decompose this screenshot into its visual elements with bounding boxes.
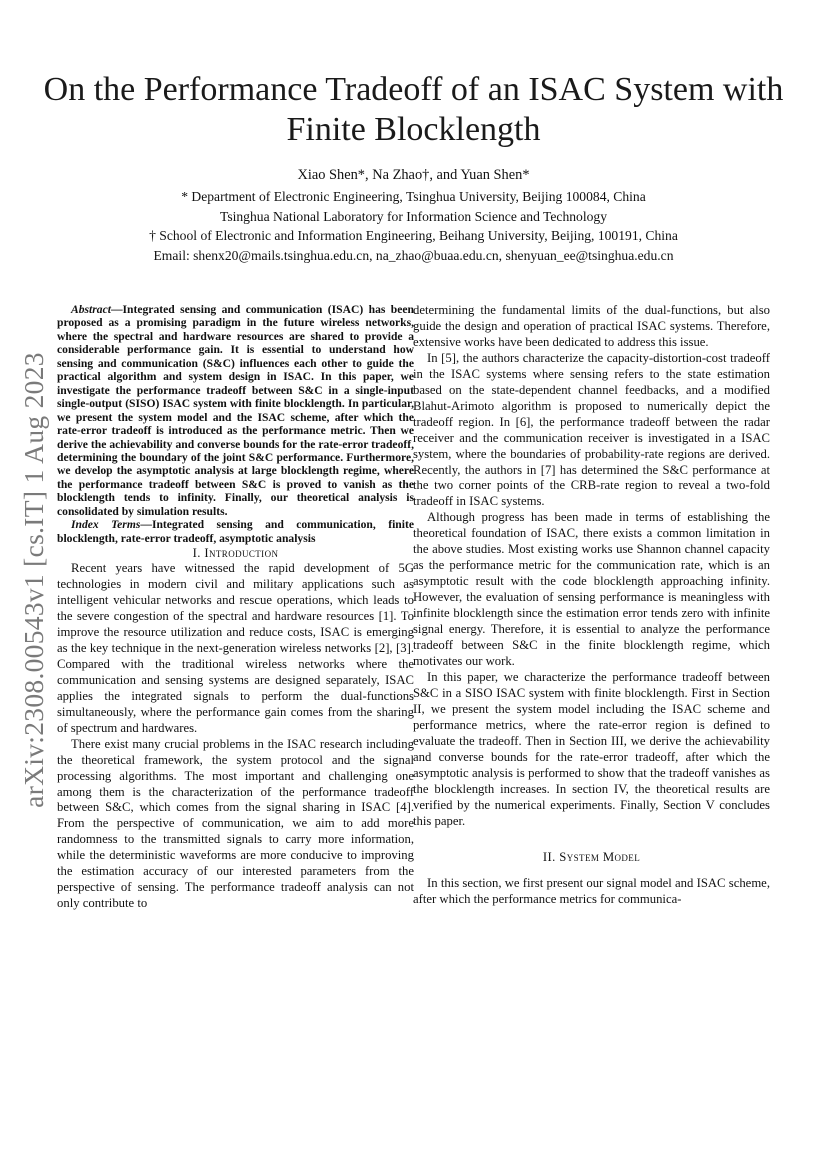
- abstract-text: —Integrated sensing and communication (ISAC) has been proposed as a promising paradigm in the future wireless networks, where the spectral and hardware resources are shared to provide a considerable performance gain. It is essential to understand how sensing and communication (S&C) influences each other to guide the practical algorithm and system design in ISAC. In this paper, we investigate the performance tradeoff between S&C in a single-input single-output (SISO) ISAC system with finite blocklength. In particular, we present the system model and the ISAC scheme, after which the rate-error tradeoff is introduced as the performance metric. Then we derive the achievability and converse bounds for the rate-error tradeoff, determining the boundary of the joint S&C performance. Furthermore, we develop the asymptotic analysis at large blocklength regime, where the performance tradeoff between S&C is proved to vanish as the blocklength tends to infinity. Finally, our theoretical analysis is consolidated by simulation results.: [57, 303, 414, 518]
- section-heading-introduction: I. Introduction: [192, 546, 279, 561]
- abstract-lead: Abstract: [71, 303, 111, 316]
- author-block: [60, 166, 767, 266]
- section-heading-system-model: II. System Model: [542, 850, 641, 865]
- intro-paragraph-4: In [5], the authors characterize the capacity-distortion-cost tradeoff in the ISAC systems where sensing refers to the state estimation based on the state-dependent channel feedbacks, and a modified Blahut-Arimoto algorithm is proposed to numerically depict the tradeoff region. In [6], the performance tradeoff between the radar receiver and the communication receiver is investigated in a ISAC system, where the boundaries of probability-rate regions are derived. Recently, the authors in [7] has determined the S&C performance at the two corner points of the CRB-rate region to reveal a two-fold tradeoff in ISAC systems.: [413, 350, 770, 509]
- affiliation-2: Tsinghua National Laboratory for Information Science and Technology: [219, 208, 608, 224]
- paper-title: On the Performance Tradeoff of an ISAC System with Finite Blocklength: [43, 71, 784, 148]
- intro-paragraph-5: Although progress has been made in terms of establishing the theoretical foundation of ISAC, there exists a common limitation in the above studies. Most existing works use Shannon channel capacity as the performance metric for the communication rate, which is an asymptotic result with the code blocklength approaching infinity. However, the evaluation of sensing performance is meaningless with infinite blocklength since the estimation error tends zero with infinite signal energy. Therefore, it is essential to analyze the performance tradeoff between S&C in the finite blocklength regime, which motivates our work.: [413, 510, 770, 668]
- left-column: [57, 303, 414, 912]
- intro-paragraph-3: determining the fundamental limits of the dual-functions, but also guide the design and operation of practical ISAC systems. Therefore, extensive works have been dedicated to address this issue.: [413, 303, 770, 349]
- affiliation-1: * Department of Electronic Engineering, Tsinghua University, Beijing 100084, China: [181, 188, 646, 204]
- author-emails: Email: shenx20@mails.tsinghua.edu.cn, na_zhao@buaa.edu.cn, shenyuan_ee@tsinghua.edu.cn: [153, 248, 674, 264]
- intro-paragraph-6: In this paper, we characterize the performance tradeoff between S&C in a SISO ISAC system with finite blocklength. First in Section II, we present the system model including the ISAC scheme and performance metrics, where the rate-error region is defined to evaluate the tradeoff. Then in Section III, we derive the achievability and converse bounds for the rate-error tradeoff, after which the asymptotic analysis is performed to show that the tradeoff vanishes as the blocklength increases. In section IV, the theoretical results are verified by the numerical experiments. Finally, Section V concludes this paper.: [413, 669, 770, 828]
- author-names: Xiao Shen*, Na Zhao†, and Yuan Shen*: [297, 167, 530, 183]
- index-terms-lead: Index Terms: [71, 518, 141, 532]
- arxiv-stamp-container: [4, 300, 64, 860]
- abstract: [57, 303, 414, 518]
- index-terms-text: —Integrated sensing and communication, finite blocklength, rate-error tradeoff, asymptotic analysis: [57, 518, 414, 545]
- system-model-paragraph-1: In this section, we first present our signal model and ISAC scheme, after which the performance metrics for communica-: [413, 876, 770, 907]
- affiliation-3: † School of Electronic and Information Engineering, Beihang University, Beijing, 100191, China: [149, 228, 678, 244]
- right-column: [413, 303, 770, 908]
- index-terms: [57, 518, 414, 545]
- intro-paragraph-1: Recent years have witnessed the rapid development of 5G technologies in modern civil and military applications such as intelligent vehicular networks and rescue operations, which leads to the severe congestion of the spectral and hardware resources [1]. To improve the resource utilization and reduce costs, ISAC is emerging as the key technique in the next-generation wireless networks [2], [3]. Compared with the traditional wireless networks where the communication and sensing systems are designed separately, ISAC applies the integrated signals to perform the dual-functions simultaneously, where the performance gain comes from the sharing of spectrum and hardwares.: [57, 561, 414, 735]
- intro-paragraph-2: There exist many crucial problems in the ISAC research including the theoretical framework, the system protocol and the signal processing algorithms. The most important and challenging one among them is the characterization of the performance tradeoff between S&C, which comes from the signal sharing in ISAC [4]. From the perspective of communication, we aim to add more randomness to the transmitted signals to carry more information, while the deterministic waveforms are more conducive to improving the estimation accuracy of our interested parameters from the perspective of sensing. The performance tradeoff analysis can not only contribute to: [57, 736, 414, 911]
- arxiv-stamp: arXiv:2308.00543v1 [cs.IT] 1 Aug 2023: [18, 352, 49, 808]
